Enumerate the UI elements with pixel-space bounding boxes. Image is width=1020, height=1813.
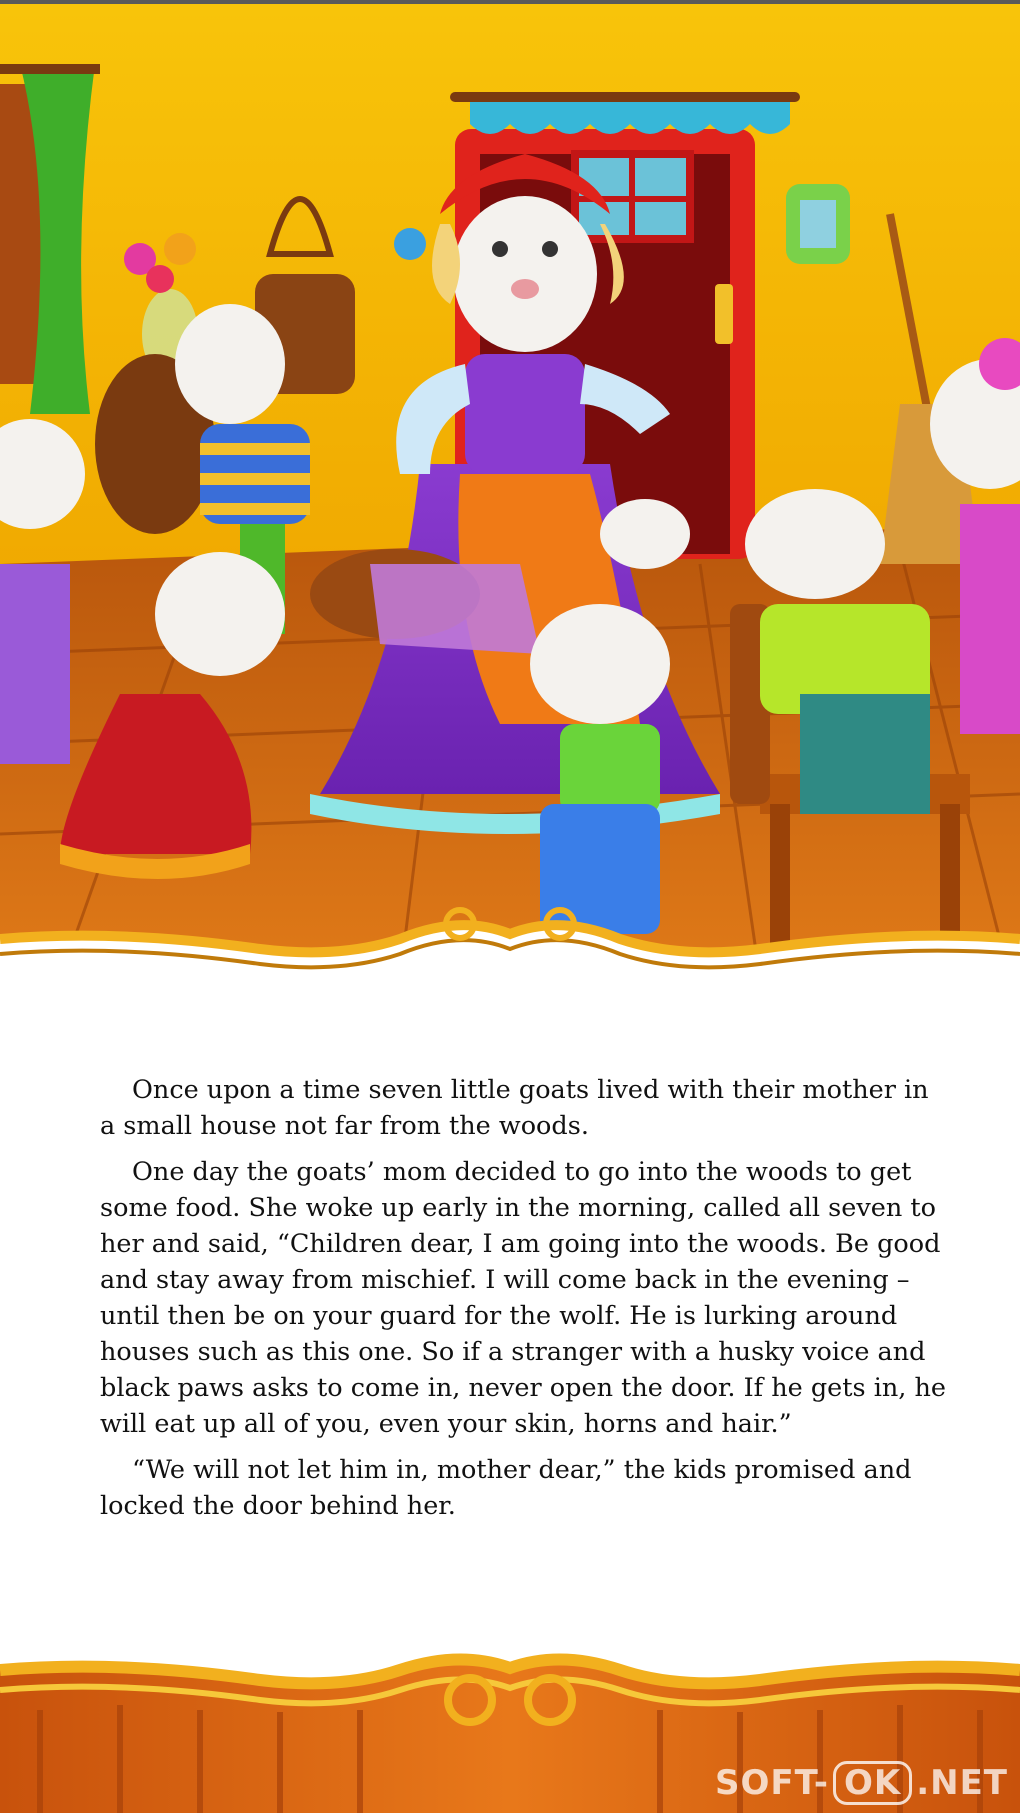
story-illustration [0,4,1020,979]
story-text [100,1072,950,1534]
watermark-ok-box: OK [833,1761,912,1805]
story-paragraph-1: Once upon a time seven little goats lived with their mother in a small house not far from the woods. [100,1075,929,1141]
watermark-prefix: SOFT- [715,1763,829,1803]
story-paragraph-2: One day the goats’ mom decided to go into the woods to get some food. She woke up early in the morning, called all seven to her and said, “Children dear, I am going into the woods. Be good and stay away from mischief. I will come back in the evening – until then be on your guard for the wolf. He is lurking around houses such as this one. So if a stranger with a husky voice and black paws asks to come in, never open the door. If he gets in, he will eat up all of you, even your skin, horns and hair.” [100,1157,946,1439]
watermark-suffix: .NET [916,1763,1008,1803]
watermark [715,1761,1008,1805]
story-paragraph-3: “We will not let him in, mother dear,” the kids promised and locked the door behind her. [100,1455,912,1521]
bottom-ornament [0,1650,1020,1813]
